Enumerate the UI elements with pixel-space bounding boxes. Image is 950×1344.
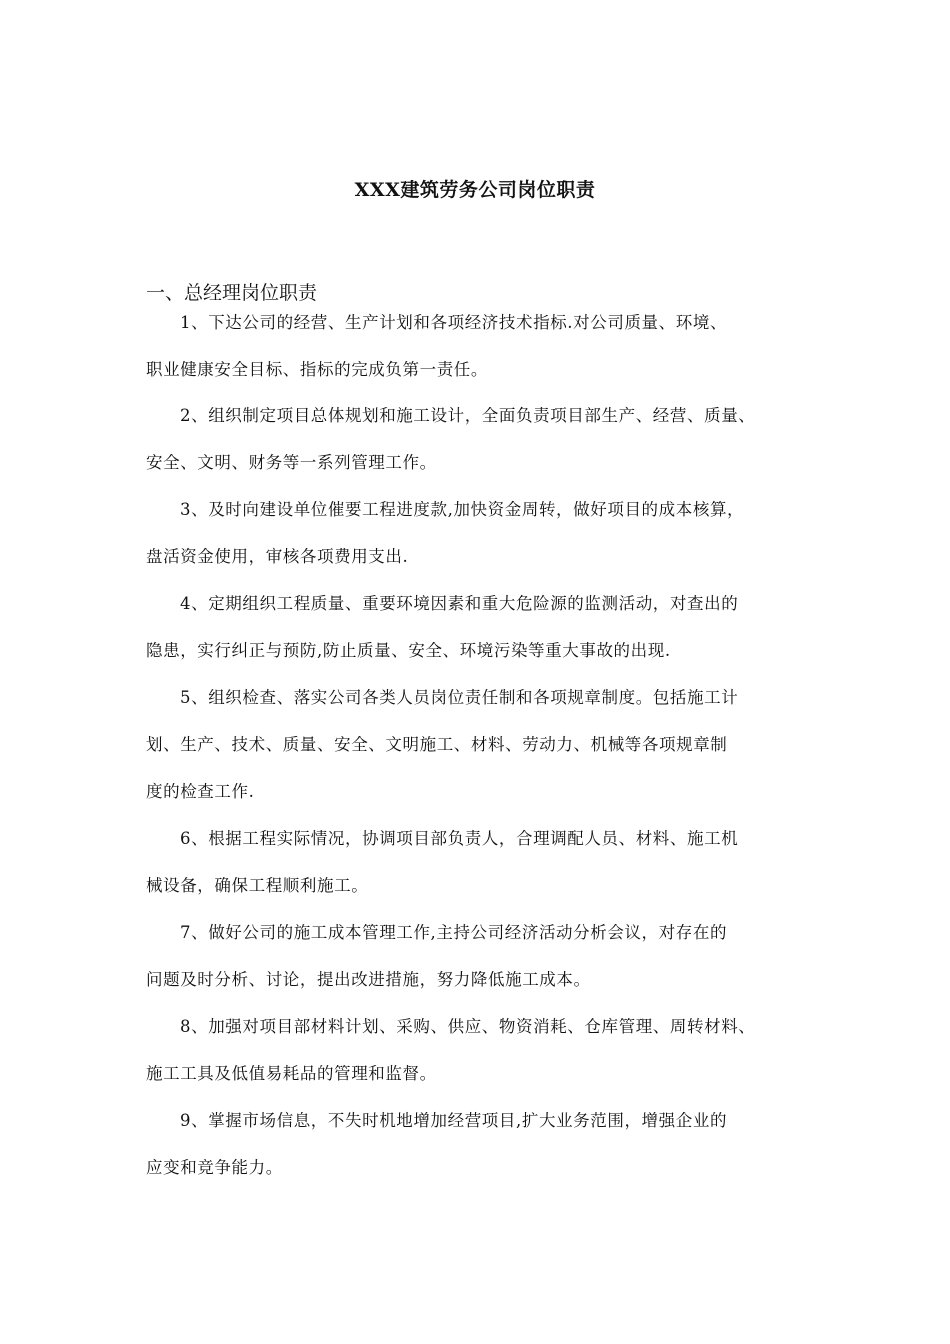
item-1-line-2: 职业健康安全目标、指标的完成负第一责任。: [146, 360, 488, 379]
item-3-line-2: 盘活资金使用，审核各项费用支出.: [146, 547, 409, 566]
item-9-line-1: 9、掌握市场信息，不失时机地增加经营项目,扩大业务范围，增强企业的: [180, 1111, 728, 1130]
item-6-line-2: 械设备，确保工程顺利施工。: [146, 876, 369, 895]
item-6-line-1: 6、根据工程实际情况，协调项目部负责人，合理调配人员、材料、施工机: [180, 829, 739, 848]
item-5-line-3: 度的检查工作.: [146, 782, 255, 801]
item-5-line-1: 5、组织检查、落实公司各类人员岗位责任制和各项规章制度。包括施工计: [180, 688, 739, 707]
item-9-line-2: 应变和竞争能力。: [146, 1158, 283, 1177]
item-5-line-2: 划、生产、技术、质量、安全、文明施工、材料、劳动力、机械等各项规章制: [146, 735, 728, 754]
item-2-line-2: 安全、文明、财务等一系列管理工作。: [146, 453, 437, 472]
item-3-line-1: 3、及时向建设单位催要工程进度款,加快资金周转，做好项目的成本核算，: [180, 500, 745, 519]
item-7-line-2: 问题及时分析、讨论，提出改进措施，努力降低施工成本。: [146, 970, 591, 989]
item-8-line-2: 施工工具及低值易耗品的管理和监督。: [146, 1064, 437, 1083]
item-8-line-1: 8、加强对项目部材料计划、采购、供应、物资消耗、仓库管理、周转材料、: [180, 1017, 756, 1036]
item-4-line-1: 4、定期组织工程质量、重要环境因素和重大危险源的监测活动，对查出的: [180, 594, 739, 613]
page-title: XXX建筑劳务公司岗位职责: [354, 179, 596, 201]
item-4-line-2: 隐患，实行纠正与预防,防止质量、安全、环境污染等重大事故的出现.: [146, 641, 671, 660]
section-heading: 一、总经理岗位职责: [146, 282, 318, 304]
item-1-line-1: 1、下达公司的经营、生产计划和各项经济技术指标.对公司质量、环境、: [180, 313, 728, 332]
item-2-line-1: 2、组织制定项目总体规划和施工设计，全面负责项目部生产、经营、质量、: [180, 406, 756, 425]
item-7-line-1: 7、做好公司的施工成本管理工作,主持公司经济活动分析会议，对存在的: [180, 923, 728, 942]
